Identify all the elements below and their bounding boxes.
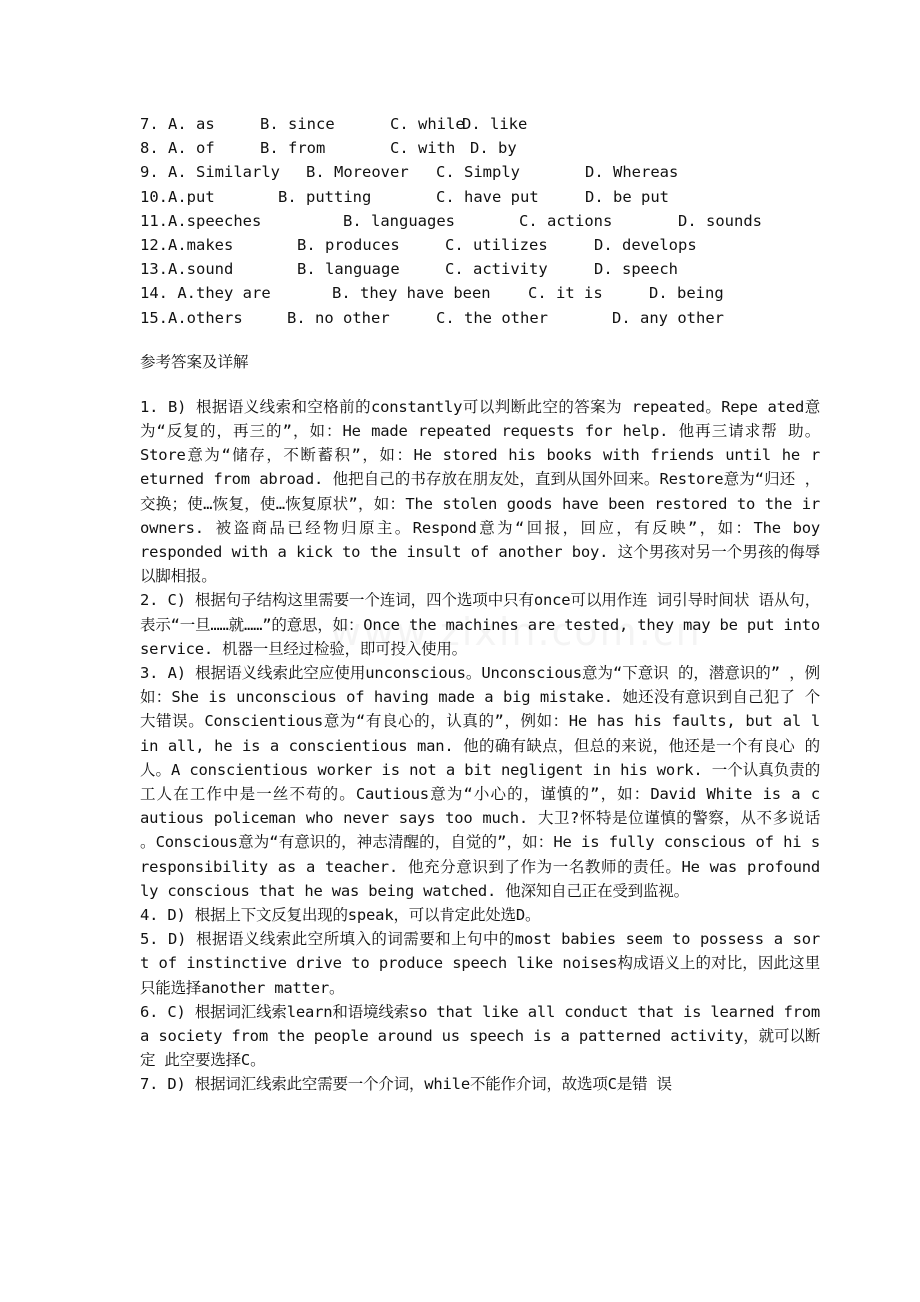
options-list [140, 112, 820, 330]
option-line [140, 112, 820, 136]
option-a: 9. A. Similarly [140, 163, 280, 182]
option-line [140, 136, 820, 160]
option-line [140, 160, 820, 184]
answers-list [140, 395, 820, 1097]
option-c: C. actions [519, 211, 613, 230]
answer-paragraph: 1. B) 根据语义线索和空格前的constantly可以判断此空的答案为 repeated。Repe ated意为“反复的，再三的”，如：He made repeated requests for help. 他再三请求帮 助。Store意为“储存，不断蓄积”，如：He stored his books with friends until he r eturned from abroad. 他把自己的书存放在朋友处，直到从国外回来。Restore意为“归还 ，交换；使…恢复，使…恢复原状”，如：The stolen goods have been restored to the ir owners. 被盗商品已经物归原主。Respond意为“回报，回应，有反映”，如：The boy responded with a kick to the insult of another boy. 这个男孩对另一个男孩的侮辱以脚相报。 [140, 397, 820, 586]
option-line [140, 185, 820, 209]
option-line [140, 257, 820, 281]
option-b: B. they have been [332, 284, 491, 303]
option-c: C. it is [528, 284, 603, 303]
answer-paragraph: 4. D) 根据上下文反复出现的speak，可以肯定此处选D。 [140, 905, 541, 924]
option-b: B. no other [287, 308, 390, 327]
option-d: D. like [462, 115, 528, 133]
document-page [140, 112, 820, 1097]
answer-paragraph: 5. D) 根据语义线索此空所填入的词需要和上句中的most babies seem to possess a sor t of instinctive drive to produce speech like noises构成语义上的对比，因此这里 只能选择another matter。 [140, 930, 820, 997]
option-line [140, 233, 820, 257]
option-d: D. be put [585, 187, 669, 206]
answer-paragraph: 7. D) 根据词汇线索此空需要一个介词，while不能作介词，故选项C是错 误 [140, 1075, 672, 1094]
answers-heading: 参考答案及详解 [140, 352, 249, 371]
option-a: 8. A. of [140, 139, 215, 158]
option-c: C. with [390, 139, 456, 158]
option-c: C. Simply [436, 163, 520, 182]
option-d: D. develops [594, 235, 697, 254]
option-line [140, 306, 820, 330]
option-d: D. being [649, 284, 724, 303]
option-b: B. putting [278, 187, 372, 206]
answer-paragraph: 6. C) 根据词汇线索learn和语境线索so that like all conduct that is learned from a society from the people around us speech is a patterned activity，就可以断定 此空要选择C。 [140, 1002, 820, 1070]
option-a: 10.A.put [140, 187, 215, 206]
option-line [140, 281, 820, 305]
option-a: 12.A.makes [140, 235, 234, 254]
option-line [140, 209, 820, 233]
option-b: B. from [260, 139, 326, 158]
option-c: C. have put [436, 187, 539, 206]
answer-paragraph: 2. C) 根据句子结构这里需要一个连词，四个选项中只有once可以用作连 词引导时间状 语从句，表示“一旦……就……”的意思，如：Once the machines are tested, they may be put into service. 机器一旦经过检验，即可投入使用。 [140, 591, 820, 658]
option-d: D. sounds [678, 211, 762, 230]
option-a: 11.A.speeches [140, 211, 262, 230]
option-d: D. speech [594, 260, 678, 279]
option-b: B. produces [297, 235, 400, 254]
option-b: B. language [297, 260, 400, 279]
option-a: 7. A. as [140, 115, 215, 133]
option-d: D. Whereas [585, 163, 679, 182]
option-c: C. the other [436, 308, 548, 327]
option-b: B. Moreover [306, 163, 409, 182]
option-b: B. since [260, 115, 335, 133]
option-a: 13.A.sound [140, 260, 234, 279]
option-d: D. any other [612, 308, 724, 327]
option-c: C. while [390, 115, 465, 133]
option-b: B. languages [343, 211, 455, 230]
option-c: C. activity [445, 260, 548, 279]
option-c: C. utilizes [445, 235, 548, 254]
option-d: D. by [470, 139, 517, 158]
option-a: 14. A.they are [140, 284, 271, 303]
answer-paragraph: 3. A) 根据语义线索此空应使用unconscious。Unconscious意为“下意识 的，潜意识的” ，例如：She is unconscious of having made a big mistake. 她还没有意识到自己犯了 个大错误。Conscientious意为“有良心的，认真的”，例如：He has his faults, but al l in all, he is a conscientious man. 他的确有缺点，但总的来说，他还是一个有良心 的人。A conscientious worker is not a bit negligent in his work. 一个认真负责的 工人在工作中是一丝不苟的。Cautious意为“小心的，谨慎的”，如：David White is a c autious policeman who never says too much. 大卫?怀特是位谨慎的警察，从不多说话 。Conscious意为“有意识的，神志清醒的，自觉的”，如：He is fully conscious of hi s responsibility as a teacher. 他充分意识到了作为一名教师的责任。He was profound ly conscious that he was being watched. 他深知自己正在受到监视。 [140, 663, 820, 900]
option-a: 15.A.others [140, 308, 243, 327]
